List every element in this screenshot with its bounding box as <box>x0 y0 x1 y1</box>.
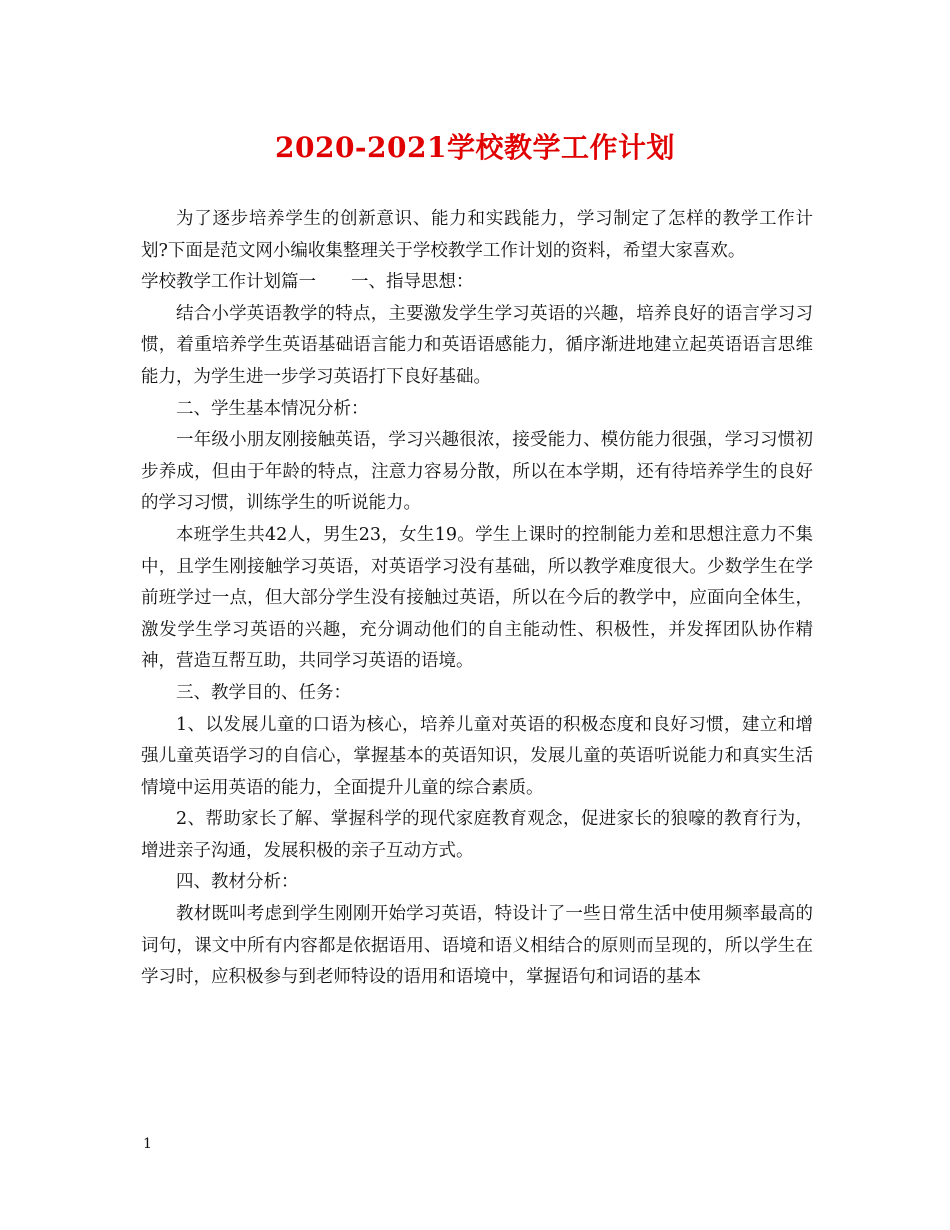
paragraph-intro: 为了逐步培养学生的创新意识、能力和实践能力，学习制定了怎样的教学工作计划?下面是范文网小编收集整理关于学校教学工作计划的资料，希望大家喜欢。 <box>141 209 813 261</box>
paragraph-student-analysis-2: 本班学生共42人，男生23，女生19。学生上课时的控制能力差和思想注意力不集中，且学生刚接触学习英语，对英语学习没有基础，所以教学难度很大。少数学生在学前班学过一点，但大部分学生没有接触过英语，所以在今后的教学中，应面向全体生，激发学生学习英语的兴趣，充分调动他们的自主能动性、积极性，并发挥团队协作精神，营造互帮互助，共同学习英语的语境。 <box>141 524 813 672</box>
paragraph-heading-student-analysis: 二、学生基本情况分析： <box>176 398 369 419</box>
paragraph-section-heading-1: 学校教学工作计划篇一 一、指导思想： <box>141 272 474 293</box>
paragraph-goal-1: 1、以发展儿童的口语为核心，培养儿童对英语的积极态度和良好习惯，建立和增强儿童英语学习的自信心，掌握基本的英语知识，发展儿童的英语听说能力和真实生活情境中运用英语的能力，全面提升儿童的综合素质。 <box>141 714 813 798</box>
paragraph-goal-2: 2、帮助家长了解、掌握科学的现代家庭教育观念，促进家长的狼嚎的教育行为，增进亲子沟通，发展积极的亲子互动方式。 <box>141 809 813 861</box>
paragraph-guiding-ideas: 结合小学英语教学的特点，主要激发学生学习英语的兴趣，培养良好的语言学习习惯，着重培养学生英语基础语言能力和英语语感能力，循序渐进地建立起英语语言思维能力，为学生进一步学习英语打下良好基础。 <box>141 303 813 387</box>
document-title: 2020-2021学校教学工作计划 <box>275 131 675 164</box>
paragraph-heading-goals: 三、教学目的、任务： <box>176 682 351 703</box>
document-body <box>141 204 813 994</box>
page-number: 1 <box>143 1136 152 1152</box>
paragraph-heading-textbook: 四、教材分析： <box>176 872 299 893</box>
paragraph-textbook-analysis: 教材既叫考虑到学生刚刚开始学习英语，特设计了一些日常生活中使用频率最高的词句，课文中所有内容都是依据语用、语境和语义相结合的原则而呈现的，所以学生在学习时，应积极参与到老师特设的语用和语境中，掌握语句和词语的基本 <box>141 904 813 988</box>
paragraph-student-analysis-1: 一年级小朋友刚接触英语，学习兴趣很浓，接受能力、模仿能力很强，学习习惯初步养成，但由于年龄的特点，注意力容易分散，所以在本学期，还有待培养学生的良好的学习习惯，训练学生的听说能力。 <box>141 430 813 514</box>
